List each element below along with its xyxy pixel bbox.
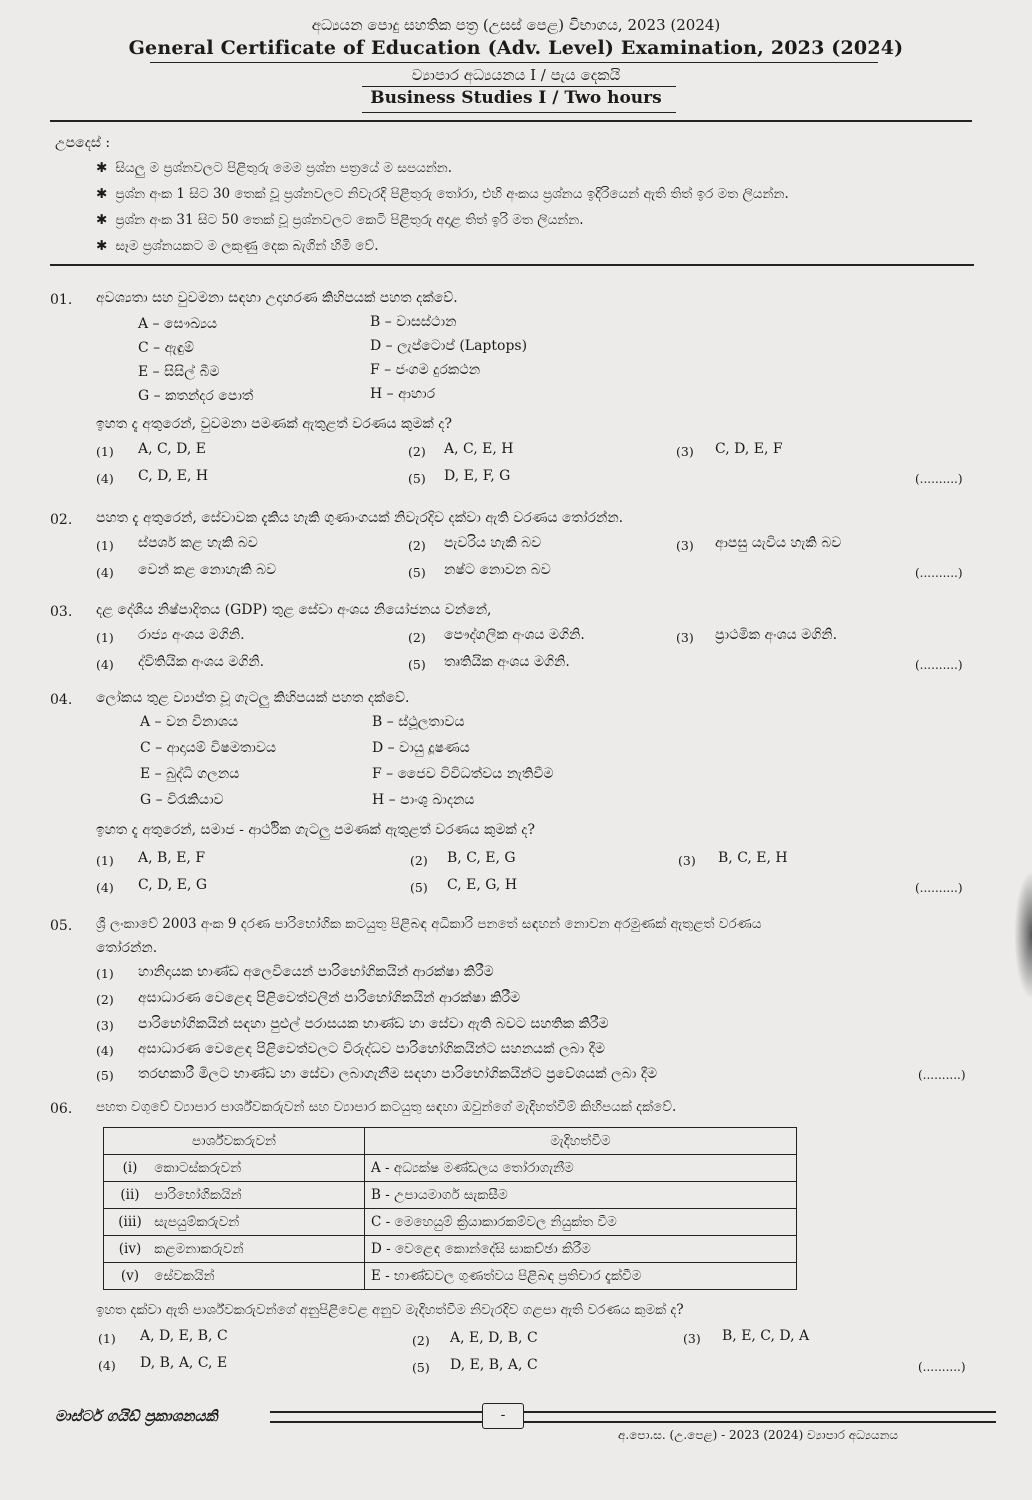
footer-rule [270, 1411, 996, 1423]
question-text: අවශ්‍යතා සහ වුවමනා සඳහා උදාහරණ කිහිපයක් පහත දක්වේ. [96, 290, 458, 306]
answer-blank[interactable]: (..........) [915, 566, 963, 580]
table-row: (iii) සැපයුම්කරුවන් C - මෙහෙයුම් ක්‍රියාකාරකම්වල නියුක්ත වීම [104, 1209, 797, 1236]
table-row: (i) කොටස්කරුවන් A - අධ්‍යක්ෂ මණ්ඩලය තෝරාගැනීම [104, 1155, 797, 1182]
star-bullet-icon: ✱ [96, 238, 108, 254]
question-text: පහත දැ අතුරෙන්, සේවාවක දැකිය හැකි ගුණාංගයක් නිවැරදිව දක්වා ඇති වරණය තෝරන්න. [96, 510, 624, 526]
page-marker: - [482, 1403, 524, 1429]
table-header: පාර්ශ්වකරුවන් [104, 1128, 365, 1155]
answer-option[interactable]: තෘතියික අංශය මගිනි. [444, 654, 570, 670]
list-item: H – ආහාර [370, 386, 436, 402]
table-header: මැදිහත්වීම [365, 1128, 797, 1155]
answer-blank[interactable]: (..........) [915, 881, 963, 895]
answer-option[interactable]: පාරිභෝගිකයින් සඳහා පුළුල් පරාසයක භාණ්ඩ හා සේවා ඇති බවට සහතික කිරීම [138, 1016, 609, 1032]
answer-option[interactable]: හානිදායක භාණ්ඩ අලෙවියෙන් පාරිභෝගිකයින් ආරක්ෂා කිරීම [138, 964, 494, 980]
list-item: D – ලැප්ටොප් (Laptops) [370, 338, 528, 354]
list-item: H – පාංශු ඛාදනය [372, 792, 475, 808]
list-item: E – බුද්ධි ගලනය [140, 766, 240, 782]
question-number: 06. [50, 1101, 73, 1117]
instruction-item: ✱ සියලු ම ප්‍රශ්නවලට පිළිතුරු මෙම ප්‍රශ්න පත්‍රයේ ම සපයන්න. [96, 160, 453, 176]
english-subject: Business Studies I / Two hours [370, 88, 662, 108]
answer-option[interactable]: ස්පර්ශ කළ හැකි බව [138, 535, 258, 551]
question-number: 04. [50, 692, 73, 708]
stakeholder-table [103, 1127, 797, 1290]
instruction-item: ✱ සෑම ප්‍රශ්නයකට ම ලකුණු දෙක බැගින් හිමි වේ. [96, 238, 379, 254]
list-item: B – වාසස්ථාන [370, 314, 457, 330]
table-row: (ii) පාරිභෝගිකයින් B - උපායමාර්ග සැකසීම [104, 1182, 797, 1209]
footer-exam-label: අ.පො.ස. (උ.පෙළ) - 2023 (2024) ව්‍යාපාර අධ්‍යයනය [618, 1428, 898, 1442]
question-number: 01. [50, 292, 73, 308]
list-item: D – වායු දූෂණය [372, 740, 470, 756]
answer-blank[interactable]: (..........) [918, 1360, 966, 1374]
header-rule [150, 62, 878, 63]
answer-option[interactable]: C, D, E, H [138, 468, 209, 484]
answer-option[interactable]: A, C, D, E [138, 441, 206, 457]
answer-option[interactable]: A, B, E, F [138, 850, 206, 866]
list-item: A – වන විනාශය [140, 714, 239, 730]
question-number: 03. [50, 604, 73, 620]
instruction-item: ✱ ප්‍රශ්න අංක 31 සිට 50 තෙක් වූ ප්‍රශ්නවලට කෙටි පිළිතුරු අදාළ තිත් ඉරි මත ලියන්න. [96, 212, 584, 228]
english-exam-title: General Certificate of Education (Adv. Level) Examination, 2023 (2024) [128, 37, 904, 59]
list-item: C – ආදායම් විෂමතාවය [140, 740, 277, 756]
star-bullet-icon: ✱ [96, 212, 108, 228]
publisher-logo: මාස්ටර් ගයිඩ් ප්‍රකාශනයකි [55, 1407, 218, 1425]
answer-option[interactable]: C, D, E, G [138, 877, 208, 893]
question-number: 05. [50, 918, 73, 934]
answer-option[interactable]: A, C, E, H [444, 441, 514, 457]
list-item: C – ඇඳුම් [138, 340, 194, 356]
answer-option[interactable]: D, E, F, G [444, 468, 511, 484]
answer-option[interactable]: C, E, G, H [447, 877, 518, 893]
answer-option[interactable]: පැවරිය හැකි බව [444, 535, 542, 551]
question-text: දළ දේශීය නිෂ්පාදිතය (GDP) තුළ සේවා අංශය නියෝජනය වන්නේ, [96, 602, 492, 618]
answer-option[interactable]: A, E, D, B, C [450, 1330, 538, 1346]
question-text: තෝරන්න. [96, 940, 158, 956]
answer-option[interactable]: අසාධාරණ වෙළෙඳ පිළිවෙත්වලින් පාරිභෝගිකයින් ආරක්ෂා කිරීම [138, 990, 521, 1006]
answer-option[interactable]: D, B, A, C, E [140, 1355, 228, 1371]
list-item: A – සෞඛ්‍යය [138, 316, 218, 332]
answer-option[interactable]: රාජ්‍ය අංශය මගිනි. [138, 627, 245, 643]
question-prompt: ඉහත දැ අතුරෙන්, වුවමනා පමණක් ඇතුළත් වරණය කුමක් ද? [96, 416, 452, 432]
answer-option[interactable]: තරඟකාරී මිලට භාණ්ඩ හා සේවා ලබාගැනීම සඳහා පාරිභෝගිකයින්ට ප්‍රවේශයක් ලබා දීම [138, 1066, 658, 1082]
table-row: (iv) කළමනාකරුවන් D - වෙළෙඳ කොන්දේසි සාකච්ඡා කිරීම [104, 1236, 797, 1263]
table-header-row [104, 1128, 797, 1155]
answer-option[interactable]: ද්විතියික අංශය මගිනි. [138, 654, 265, 670]
answer-option[interactable]: නෂ්ට නොවන බව [444, 562, 551, 578]
list-item: B – ස්ථූලතාවය [372, 714, 465, 730]
question-text: පහත වගුවේ ව්‍යාපාර පාර්ශ්වකරුවන් සහ ව්‍යාපාර කටයුතු සඳහා ඔවුන්ගේ මැදිහත්වීම් කිහිපයක් දක්වේ. [96, 1099, 677, 1115]
question-prompt: ඉහත දැ අතුරෙන්, සමාජ - ආර්ථික ගැටලු පමණක් ඇතුළත් වරණය කුමක් ද? [96, 822, 535, 838]
table-row: (v) සේවකයින් E - භාණ්ඩවල ගුණත්වය පිළිබඳ ප්‍රතිචාර දැක්වීම [104, 1263, 797, 1290]
list-item: G – විරැකියාව [140, 792, 224, 808]
sinhala-subject: ව්‍යාපාර අධ්‍යයනය I / පැය දෙකයි [411, 66, 621, 84]
instruction-item: ✱ ප්‍රශ්න අංක 1 සිට 30 තෙක් වූ ප්‍රශ්නවලට නිවැරදි පිළිතුරු තෝරා, එහි අංකය ප්‍රශ්නය ඉදිරියෙන් ඇති තිත් ඉර මත ලියන්න. [96, 186, 789, 202]
answer-option[interactable]: ආපසු යැවිය හැකි බව [715, 535, 842, 551]
instructions-title: උපදෙස් : [55, 135, 111, 151]
sinhala-exam-title: අධ්‍යයන පොදු සහතික පත්‍ර (උසස් පෙළ) විභාගය, 2023 (2024) [311, 16, 721, 34]
page-edge-shadow [1014, 870, 1032, 1000]
answer-option[interactable]: A, D, E, B, C [140, 1328, 228, 1344]
answer-option[interactable]: B, C, E, G [447, 850, 516, 866]
answer-option[interactable]: B, E, C, D, A [722, 1328, 810, 1344]
answer-option[interactable]: පෞද්ගලික අංශය මගිනි. [444, 627, 585, 643]
star-bullet-icon: ✱ [96, 160, 108, 176]
list-item: E – සිසිල් බීම [138, 364, 220, 380]
answer-blank[interactable]: (..........) [915, 472, 963, 486]
header-rule [362, 112, 676, 113]
answer-option[interactable]: C, D, E, F [715, 441, 783, 457]
divider [50, 264, 974, 266]
list-item: F – ජංගම දුරකථන [370, 362, 481, 378]
answer-option[interactable]: D, E, B, A, C [450, 1357, 538, 1373]
question-text: ශ්‍රී ලංකාවේ 2003 අංක 9 දරණ පාරිභෝගික කටයුතු පිළිබඳ අධිකාරි පනතේ සඳහන් නොවන අරමුණක් ඇතුළත් වරණය [96, 916, 762, 932]
divider [50, 120, 972, 122]
list-item: G – කතන්දර පොත් [138, 388, 254, 404]
answer-blank[interactable]: (..........) [915, 658, 963, 672]
answer-option[interactable]: B, C, E, H [718, 850, 788, 866]
answer-option[interactable]: ප්‍රාථමික අංශය මගිනි. [715, 627, 838, 643]
answer-option[interactable]: වෙන් කළ නොහැකි බව [138, 562, 277, 578]
question-prompt: ඉහත දක්වා ඇති පාර්ශ්වකරුවන්ගේ අනුපිළිවෙළ අනුව මැදිහත්වීම නිවැරදිව ගළපා ඇති වරණය කුමක් ද? [96, 1302, 684, 1318]
list-item: F – ජෛව විවිධත්වය නැතිවීම [372, 766, 554, 782]
exam-page: අධ්‍යයන පොදු සහතික පත්‍ර (උසස් පෙළ) විභාගය, 2023 (2024) General Certificate of Education (Adv. Level) Examination, 2023 (2024) ව්‍යාපාර අධ්‍යයනය I / පැය දෙකයි Business Studies I / Two hours උපදෙස් : ✱ සියලු ම ප්‍රශ්නවලට පිළිතුරු මෙම ප්‍රශ්න පත්‍රයේ ම සපයන්න. ✱ ප්‍රශ්න අංක 1 සිට 30 තෙක් වූ ප්‍රශ්නවලට නිවැරදි පිළිතුරු තෝරා, එහි අංකය ප්‍රශ්නය ඉදිරියෙන් ඇති තිත් ඉර මත ලියන්න. ✱ ප්‍රශ්න අංක 31 සිට 50 තෙක් වූ ප්‍රශ්නවලට කෙටි පිළිතුරු අදාළ තිත් ඉරි මත ලියන්න. ✱ සෑම ප්‍රශ්නයකට ම ලකුණු දෙක බැගින් හිමි වේ. 01. අවශ්‍යතා සහ වුවමනා සඳහා උදාහරණ කිහිපයක් පහත දක්වේ. A – සෞඛ්‍යය B – වාසස්ථාන C – ඇඳුම් D – ලැප්ටොප් (Laptops) E – සිසිල් බීම F – ජංගම දුරකථන G – කතන්දර පොත් H – ආහාර ඉහත දැ අතුරෙන්, වුවමනා පමණක් ඇතුළත් වරණය කුමක් ද? (1) A, C, D, E (2) A, C, E, H (3) C, D, E, F (4) C, D, E, H (5) D, E, F, G (..........) 02. පහත දැ අතුරෙන්, සේවාවක දැකිය හැකි ගුණාංගයක් නිවැරදිව දක්වා ඇති වරණය තෝරන්න. (1) ස්පර්ශ කළ හැකි බව (2) පැවරිය හැකි බව (3) ආපසු යැවිය හැකි බව (4) වෙන් කළ නොහැකි බව (5) නෂ්ට නොවන බව (..........) 03. දළ දේශීය නිෂ්පාදිතය (GDP) තුළ සේවා අංශය නියෝජනය වන්නේ, (1) රාජ්‍ය අංශය මගිනි. (2) පෞද්ගලික අංශය මගිනි. (3) ප්‍රාථමික අංශය මගිනි. (4) ද්විතියික අංශය මගිනි. (5) තෘතියික අංශය මගිනි. (..........) 04. ලෝකය තුළ ව්‍යාප්ත වූ ගැටලු කිහිපයක් පහත දක්වේ. A – වන විනාශය B – ස්ථූලතාවය C – ආදායම් විෂමතාවය D – වායු දූෂණය E – බුද්ධි ගලනය F – ජෛව විවිධත්වය නැතිවීම G – විරැකියාව H – පාංශු ඛාදනය ඉහත දැ අතුරෙන්, සමාජ - ආර්ථික ගැටලු පමණක් ඇතුළත් වරණය කුමක් ද? (1) A, B, E, F (2) B, C, E, G (3) B, C, E, H (4) C, D, E, G (5) C, E, G, H (..........) 05. ශ්‍රී ලංකාවේ 2003 අංක 9 දරණ පාරිභෝගික කටයුතු පිළිබඳ අධිකාරි පනතේ සඳහන් නොවන අරමුණක් ඇතුළත් වරණය තෝරන්න. (1) හානිදායක භාණ්ඩ අලෙවියෙන් පාරිභෝගිකයින් ආරක්ෂා කිරීම (2) අසාධාරණ වෙළෙඳ පිළිවෙත්වලින් පාරිභෝගිකයින් ආරක්ෂා කිරීම (3) පාරිභෝගිකයින් සඳහා පුළුල් පරාසයක භාණ්ඩ හා සේවා ඇති බවට සහතික කිරීම (4) අසාධාරණ වෙළෙඳ පිළිවෙත්වලට විරුද්ධව පාරිභෝගිකයින්ට සහනයක් ලබා දීම (5) තරඟකාරී මිලට භාණ්ඩ හා සේවා ලබාගැනීම සඳහා පාරිභෝගිකයින්ට ප්‍රවේශයක් ලබා දීම (..........) 06. පහත වගුවේ ව්‍යාපාර පාර්ශ්වකරුවන් සහ ව්‍යාපාර කටයුතු සඳහා ඔවුන්ගේ මැදිහත්වීම් කිහිපයක් දක්වේ. පාර්ශ්වකරුවන් මැදිහත්වීම (i) කොටස්කරුවන් A - අධ්‍යක්ෂ මණ්ඩලය තෝරාගැනීම (ii) පාරිභෝගිකයින් B - උපායමාර්ග සැකසීම (iii) සැපයුම්කරුවන් C - මෙහෙයුම් ක්‍රියාකාරකම්වල නියුක්ත වීම (iv) කළමනාකරුවන් D - වෙළෙඳ කොන්දේසි සාකච්ඡා කිරීම (v) සේවකයින් E - භාණ්ඩවල ගුණත්වය පිළිබඳ ප්‍රතිචාර දැක්වීම ඉහත දක්වා ඇති පාර්ශ්වකරුවන්ගේ අනුපිළිවෙළ අනුව මැදිහත්වීම නිවැරදිව ගළපා ඇති වරණය කුමක් ද? (1) A, D, E, B, C (2) A, E, D, B, C (3) B, E, C, D, A (4) D, B, A, C, E (5) D, E, B, A, C (..........) මාස්ටර් ගයිඩ් ප්‍රකාශනයකි - අ.පො.ස. (උ.පෙළ) - 2023 (2024) ව්‍යාපාර අධ්‍යයනය [0, 0, 1032, 1500]
question-number: 02. [50, 512, 73, 528]
star-bullet-icon: ✱ [96, 186, 108, 202]
question-text: ලෝකය තුළ ව්‍යාප්ත වූ ගැටලු කිහිපයක් පහත දක්වේ. [96, 690, 410, 706]
answer-blank[interactable]: (..........) [918, 1068, 966, 1082]
answer-option[interactable]: අසාධාරණ වෙළෙඳ පිළිවෙත්වලට විරුද්ධව පාරිභෝගිකයින්ට සහනයක් ලබා දීම [138, 1041, 605, 1057]
header-rule [362, 86, 676, 87]
